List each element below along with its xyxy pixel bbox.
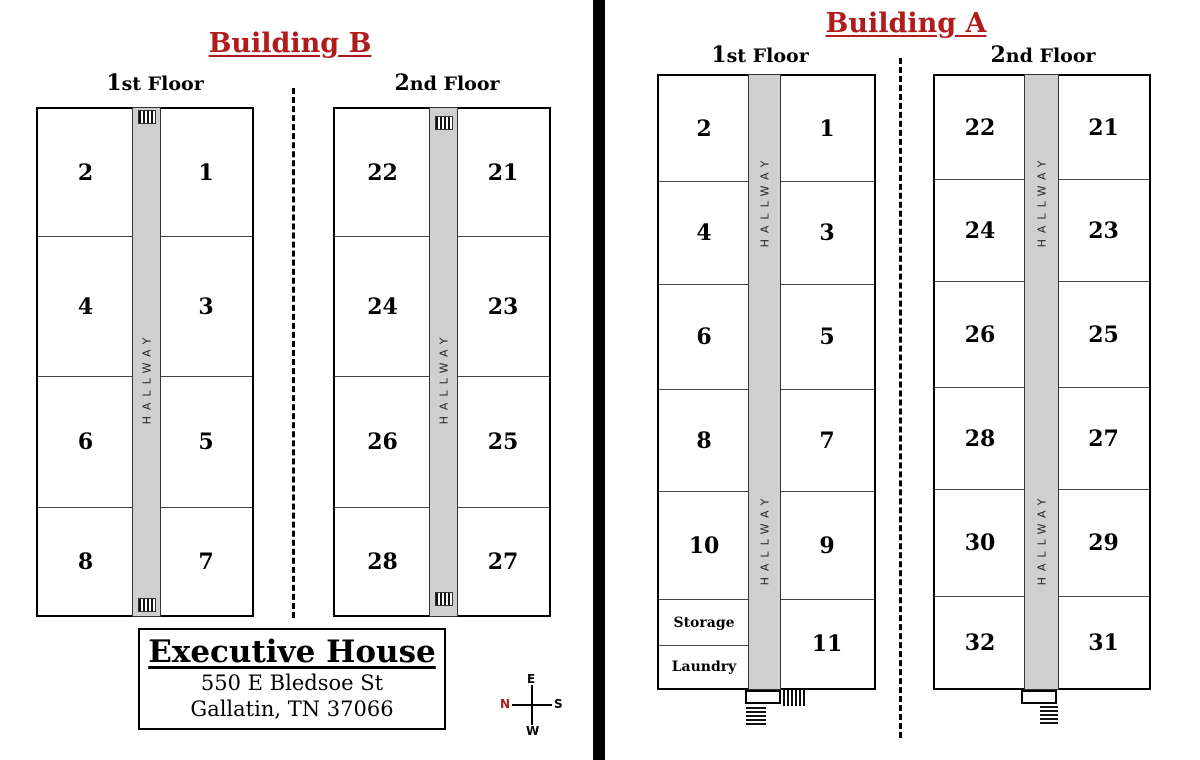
building-a-floor1-plan <box>657 74 876 690</box>
room-a-23[interactable]: 23 <box>1058 180 1149 282</box>
floor-suffix: st Floor <box>726 45 809 67</box>
street-address: 550 E Bledsoe St <box>200 671 384 695</box>
compass-horizontal-line <box>512 704 552 706</box>
room-a-6[interactable]: 6 <box>659 285 749 390</box>
compass-west: W <box>526 724 540 738</box>
stairs-icon <box>435 592 453 606</box>
room-b-2[interactable]: 2 <box>38 109 133 237</box>
building-a-floor2-label <box>948 42 1138 68</box>
room-b-24[interactable]: 24 <box>335 237 430 377</box>
room-a-21[interactable]: 21 <box>1058 76 1149 180</box>
hallway <box>1024 74 1059 690</box>
room-a-1[interactable]: 1 <box>780 76 874 182</box>
room-a-2[interactable]: 2 <box>659 76 749 182</box>
building-b-floor2-label <box>352 70 542 96</box>
room-a-28[interactable]: 28 <box>935 388 1025 490</box>
room-b-21[interactable]: 21 <box>457 109 549 237</box>
hallway-label: HALLWAY <box>1035 154 1048 248</box>
compass-rose <box>498 672 568 740</box>
floor-divider <box>899 58 902 738</box>
building-a-floor1-label <box>665 42 855 68</box>
room-a-3[interactable]: 3 <box>780 182 874 285</box>
room-b-3[interactable]: 3 <box>160 237 252 377</box>
room-a-11[interactable]: 11 <box>811 631 843 657</box>
stairs-icon <box>138 110 156 124</box>
room-b-5[interactable]: 5 <box>160 377 252 508</box>
room-a-25[interactable]: 25 <box>1058 282 1149 388</box>
hallway <box>429 107 458 617</box>
room-b-1[interactable]: 1 <box>160 109 252 237</box>
laundry-room[interactable]: Laundry <box>671 659 737 675</box>
floor-number: 1 <box>711 42 727 68</box>
address-box <box>138 628 446 730</box>
room-a-31[interactable]: 31 <box>1088 629 1119 656</box>
compass-south: S <box>554 697 563 711</box>
floor-number: 1 <box>106 70 122 96</box>
room-a-8[interactable]: 8 <box>659 390 749 492</box>
room-b-8[interactable]: 8 <box>77 548 94 575</box>
building-b-floor2-plan <box>333 107 551 617</box>
room-b-7[interactable]: 7 <box>198 548 214 575</box>
entrance-landing <box>745 690 781 704</box>
room-b-6[interactable]: 6 <box>38 377 133 508</box>
floor-suffix: st Floor <box>121 73 204 95</box>
building-b-floor1-plan <box>36 107 254 617</box>
stairs-icon <box>138 598 156 612</box>
city-state-zip: Gallatin, TN 37066 <box>190 697 394 721</box>
property-name: Executive House <box>148 634 436 670</box>
room-a-30[interactable]: 30 <box>935 490 1025 597</box>
compass-north: N <box>500 697 511 711</box>
stairs-icon <box>1040 706 1058 726</box>
room-b-27[interactable]: 27 <box>487 548 519 575</box>
room-a-26[interactable]: 26 <box>935 282 1025 388</box>
hallway-label: HALLWAY <box>140 331 153 425</box>
room-a-24[interactable]: 24 <box>935 180 1025 282</box>
floor-divider <box>292 88 295 618</box>
hallway-label: HALLWAY <box>758 492 771 586</box>
room-b-4[interactable]: 4 <box>38 237 133 377</box>
building-separator <box>593 0 605 760</box>
room-b-25[interactable]: 25 <box>457 377 549 508</box>
building-b-title: Building B <box>208 28 372 59</box>
room-b-23[interactable]: 23 <box>457 237 549 377</box>
floor-number: 2 <box>394 70 410 96</box>
building-a-floor2-plan <box>933 74 1151 690</box>
room-a-7[interactable]: 7 <box>780 390 874 492</box>
hallway-label: HALLWAY <box>758 154 771 248</box>
hallway <box>132 107 161 617</box>
stairs-icon <box>783 690 805 706</box>
entrance-landing <box>1021 690 1057 704</box>
building-b-floor1-label <box>60 70 250 96</box>
floor-suffix: nd Floor <box>409 73 500 95</box>
hallway <box>748 74 781 690</box>
room-a-29[interactable]: 29 <box>1058 490 1149 597</box>
compass-east: E <box>527 672 536 686</box>
room-a-27[interactable]: 27 <box>1058 388 1149 490</box>
stairs-icon <box>746 707 766 727</box>
room-a-22[interactable]: 22 <box>935 76 1025 180</box>
room-a-9[interactable]: 9 <box>780 492 874 600</box>
room-b-22[interactable]: 22 <box>335 109 430 237</box>
room-a-4[interactable]: 4 <box>659 182 749 285</box>
hallway-label: HALLWAY <box>1035 492 1048 586</box>
room-a-32[interactable]: 32 <box>964 629 996 656</box>
room-b-28[interactable]: 28 <box>367 548 398 575</box>
room-a-5[interactable]: 5 <box>780 285 874 390</box>
building-a-title: Building A <box>825 8 987 39</box>
floor-suffix: nd Floor <box>1005 45 1096 67</box>
room-a-10[interactable]: 10 <box>659 492 749 600</box>
hallway-label: HALLWAY <box>437 331 450 425</box>
floor-number: 2 <box>990 42 1006 68</box>
room-b-26[interactable]: 26 <box>335 377 430 508</box>
storage-room[interactable]: Storage <box>659 600 749 646</box>
stairs-icon <box>435 116 453 130</box>
